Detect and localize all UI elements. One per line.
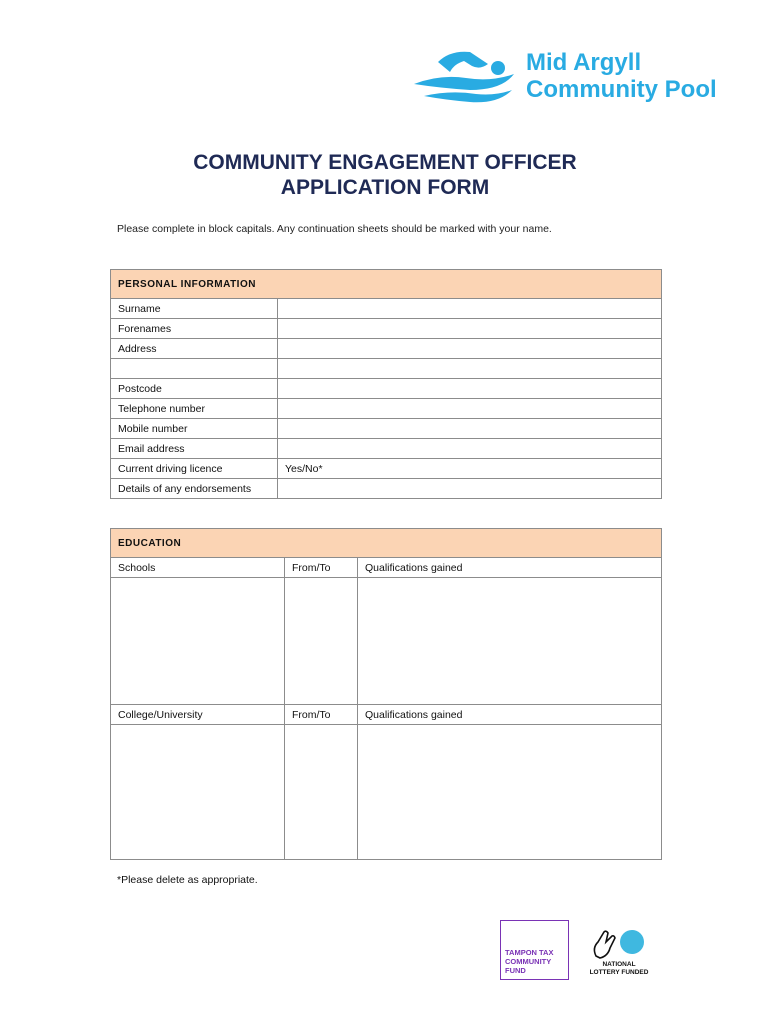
- table-row: [111, 479, 662, 499]
- mobile-label: Mobile number: [111, 419, 278, 439]
- mobile-field[interactable]: [278, 419, 662, 439]
- college-dates-field[interactable]: [285, 725, 358, 860]
- tampon-line-2: COMMUNITY: [505, 957, 552, 966]
- table-row: [111, 359, 662, 379]
- schools-header: Schools: [111, 558, 285, 578]
- table-row: [111, 705, 662, 725]
- schools-dates-field[interactable]: [285, 578, 358, 705]
- personal-information-table: [110, 269, 662, 499]
- table-row: [111, 319, 662, 339]
- title-line-1: COMMUNITY ENGAGEMENT OFFICER: [193, 151, 577, 174]
- telephone-label: Telephone number: [111, 399, 278, 419]
- college-qualifications-field[interactable]: [358, 725, 662, 860]
- college-qualifications-header: Qualifications gained: [358, 705, 662, 725]
- table-row: [111, 459, 662, 479]
- table-row: [111, 339, 662, 359]
- personal-section-heading: PERSONAL INFORMATION: [111, 270, 662, 299]
- tampon-line-1: TAMPON TAX: [505, 948, 554, 957]
- national-lottery-logo: [586, 928, 662, 978]
- college-from-to-header: From/To: [285, 705, 358, 725]
- mid-argyll-logo: [410, 44, 740, 110]
- address-line-2-field[interactable]: [278, 359, 662, 379]
- table-row: [111, 558, 662, 578]
- surname-label: Surname: [111, 299, 278, 319]
- surname-field[interactable]: [278, 299, 662, 319]
- education-section-heading: EDUCATION: [111, 529, 662, 558]
- email-label: Email address: [111, 439, 278, 459]
- email-field[interactable]: [278, 439, 662, 459]
- endorsements-label: Details of any endorsements: [111, 479, 278, 499]
- endorsements-field[interactable]: [278, 479, 662, 499]
- page-title: [0, 150, 770, 200]
- address-field[interactable]: [278, 339, 662, 359]
- table-row: [111, 578, 662, 705]
- table-row: [111, 419, 662, 439]
- table-row: [111, 299, 662, 319]
- schools-qualifications-header: Qualifications gained: [358, 558, 662, 578]
- table-row: [111, 725, 662, 860]
- logo-line-2: Community Pool: [526, 76, 717, 103]
- footnote: *Please delete as appropriate.: [117, 874, 258, 886]
- education-table: [110, 528, 662, 860]
- driving-licence-label: Current driving licence: [111, 459, 278, 479]
- schools-from-to-header: From/To: [285, 558, 358, 578]
- college-header: College/University: [111, 705, 285, 725]
- title-line-2: APPLICATION FORM: [280, 176, 490, 199]
- lottery-line-1: NATIONAL: [602, 961, 636, 968]
- college-field[interactable]: [111, 725, 285, 860]
- crossed-fingers-icon: [586, 928, 656, 960]
- schools-field[interactable]: [111, 578, 285, 705]
- tampon-line-3: FUND: [505, 966, 526, 975]
- postcode-field[interactable]: [278, 379, 662, 399]
- lottery-line-2: LOTTERY FUNDED: [589, 969, 649, 976]
- table-row: [111, 379, 662, 399]
- logo-line-1: Mid Argyll: [526, 49, 642, 76]
- telephone-field[interactable]: [278, 399, 662, 419]
- schools-qualifications-field[interactable]: [358, 578, 662, 705]
- driving-licence-field[interactable]: Yes/No*: [278, 459, 662, 479]
- address-continued-label: [111, 359, 278, 379]
- swimmer-icon: [410, 44, 520, 110]
- address-label: Address: [111, 339, 278, 359]
- tampon-tax-logo: [500, 920, 569, 980]
- intro-text: Please complete in block capitals. Any continuation sheets should be marked with your name.: [117, 223, 552, 235]
- forenames-label: Forenames: [111, 319, 278, 339]
- forenames-field[interactable]: [278, 319, 662, 339]
- table-row: [111, 439, 662, 459]
- postcode-label: Postcode: [111, 379, 278, 399]
- table-row: [111, 399, 662, 419]
